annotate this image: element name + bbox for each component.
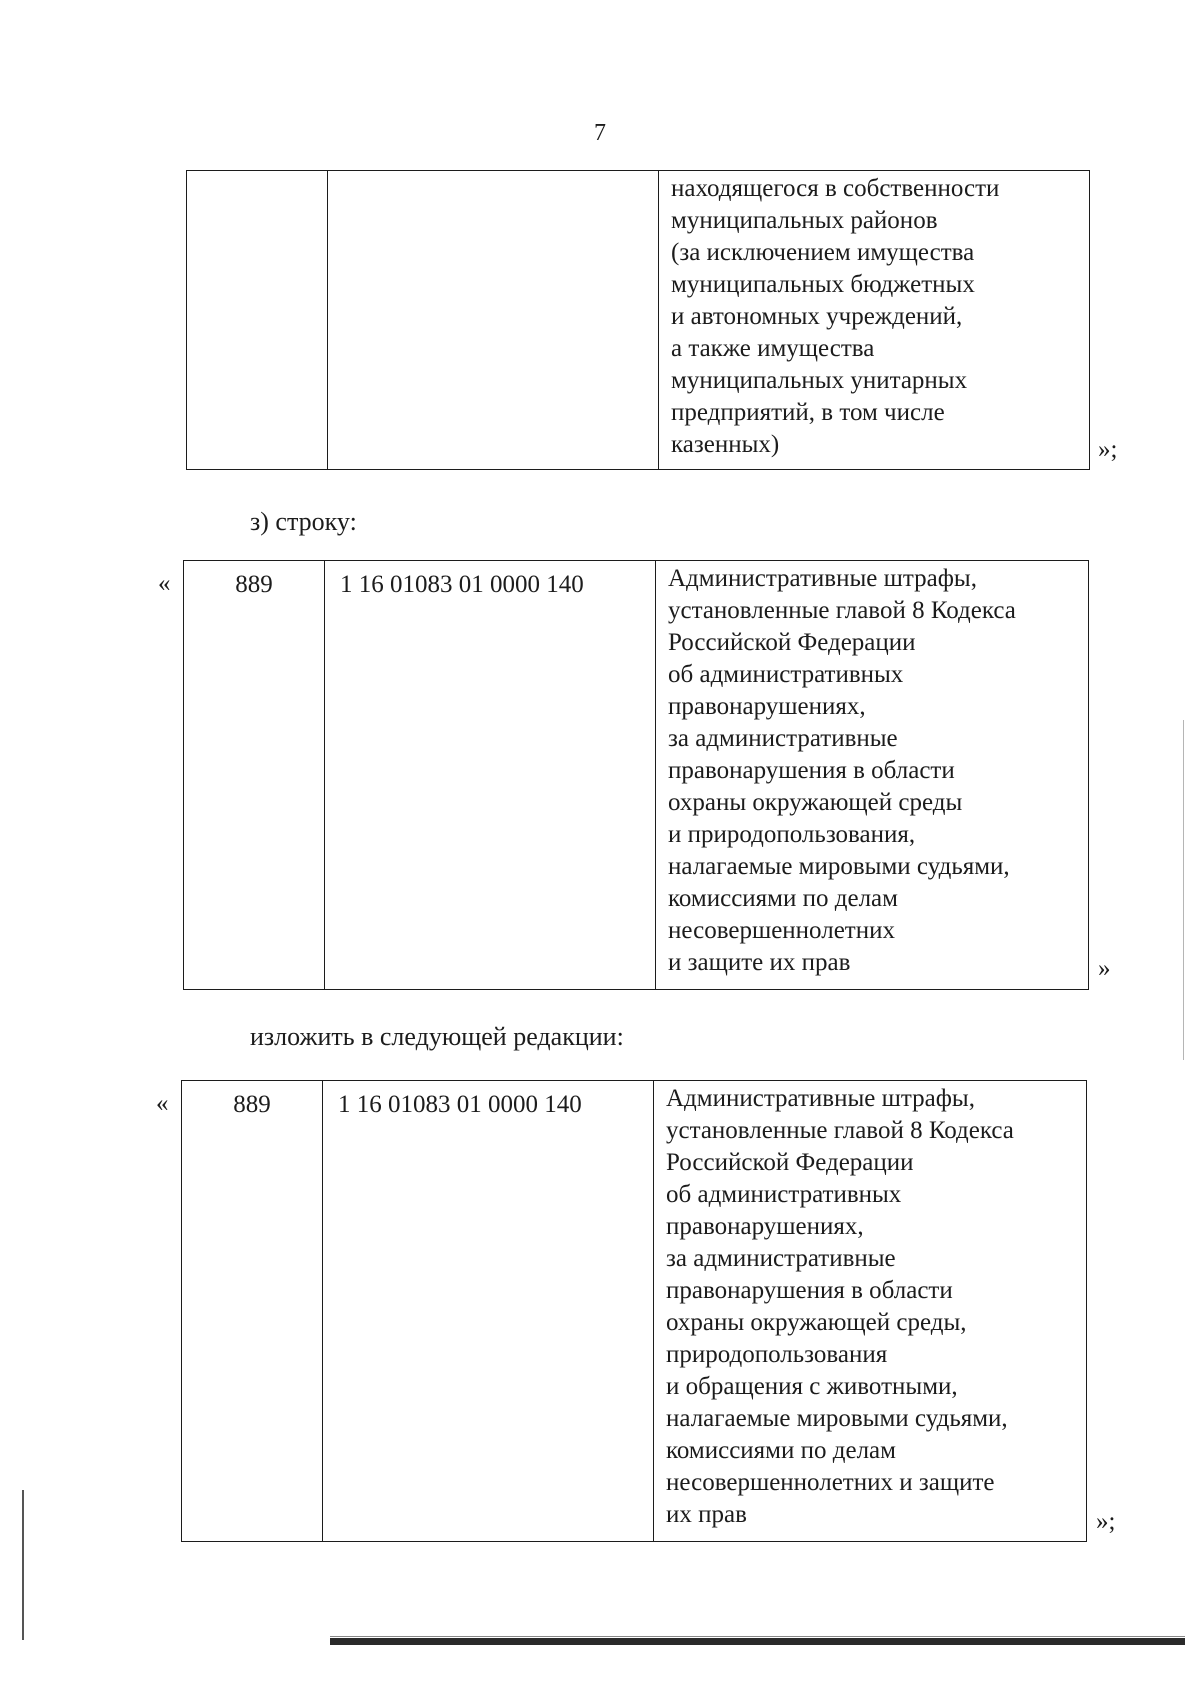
description-line: охраны окружающей среды, xyxy=(666,1309,967,1336)
description-line: правонарушения в области xyxy=(668,757,955,784)
description-line: несовершеннолетних xyxy=(668,917,895,944)
description-line: об административных xyxy=(666,1181,902,1208)
table-old-row xyxy=(183,560,1089,990)
scan-artifact-bar xyxy=(330,1638,1185,1645)
scan-artifact-line xyxy=(1183,720,1184,1060)
table-cell-kbk-code: 1 16 01083 01 0000 140 xyxy=(323,1081,654,1542)
description-line: Административные штрафы, xyxy=(668,565,977,592)
table-cell-admin-code xyxy=(187,171,328,470)
opening-quote: « xyxy=(158,570,171,597)
table-cell-description xyxy=(656,561,1089,990)
description-line: а также имущества xyxy=(671,335,875,362)
description-line: и обращения с животными, xyxy=(666,1373,958,1400)
description-line: налагаемые мировыми судьями, xyxy=(666,1405,1008,1432)
description-line: и автономных учреждений, xyxy=(671,303,963,330)
description-line: комиссиями по делам xyxy=(668,885,898,912)
description-line: казенных) xyxy=(671,431,780,458)
description-line: и природопользования, xyxy=(668,821,916,848)
description-line: природопользования xyxy=(666,1341,888,1368)
table-cell-kbk-code xyxy=(328,171,659,470)
description-line: муниципальных районов xyxy=(671,207,938,234)
description-line: несовершеннолетних и защите xyxy=(666,1469,995,1496)
scan-artifact-line xyxy=(330,1636,1185,1637)
description-line: налагаемые мировыми судьями, xyxy=(668,853,1010,880)
description-line: (за исключением имущества xyxy=(671,239,975,266)
description-line: находящегося в собственности xyxy=(671,175,1000,202)
description-line: и защите их прав xyxy=(668,949,851,976)
description-line: муниципальных бюджетных xyxy=(671,271,975,298)
page-number: 7 xyxy=(594,120,606,146)
closing-quote: » xyxy=(1098,955,1111,982)
table-cell-kbk-code: 1 16 01083 01 0000 140 xyxy=(325,561,656,990)
scan-artifact-edge xyxy=(22,1490,24,1640)
table-cell-admin-code: 889 xyxy=(184,561,325,990)
table-new-row xyxy=(181,1080,1087,1542)
description-line: правонарушениях, xyxy=(666,1213,864,1240)
description-line: правонарушениях, xyxy=(668,693,866,720)
description-line: правонарушения в области xyxy=(666,1277,953,1304)
description-line: предприятий, в том числе xyxy=(671,399,945,426)
description-line: охраны окружающей среды xyxy=(668,789,963,816)
closing-quote: »; xyxy=(1096,1508,1116,1535)
table-cell-description xyxy=(659,171,1090,470)
description-line: установленные главой 8 Кодекса xyxy=(668,597,1016,624)
table-continuation xyxy=(186,170,1090,470)
section-label: з) строку: xyxy=(250,507,357,536)
description-line: Российской Федерации xyxy=(668,629,916,656)
table-cell-description xyxy=(654,1081,1087,1542)
description-line: за административные xyxy=(666,1245,896,1272)
description-line: об административных xyxy=(668,661,904,688)
transition-text: изложить в следующей редакции: xyxy=(250,1022,624,1051)
description-line: их прав xyxy=(666,1501,747,1528)
description-line: за административные xyxy=(668,725,898,752)
description-line: Российской Федерации xyxy=(666,1149,914,1176)
opening-quote: « xyxy=(156,1090,169,1117)
closing-quote: »; xyxy=(1098,436,1118,463)
description-line: комиссиями по делам xyxy=(666,1437,896,1464)
description-line: Административные штрафы, xyxy=(666,1085,975,1112)
table-cell-admin-code: 889 xyxy=(182,1081,323,1542)
description-line: муниципальных унитарных xyxy=(671,367,968,394)
description-line: установленные главой 8 Кодекса xyxy=(666,1117,1014,1144)
